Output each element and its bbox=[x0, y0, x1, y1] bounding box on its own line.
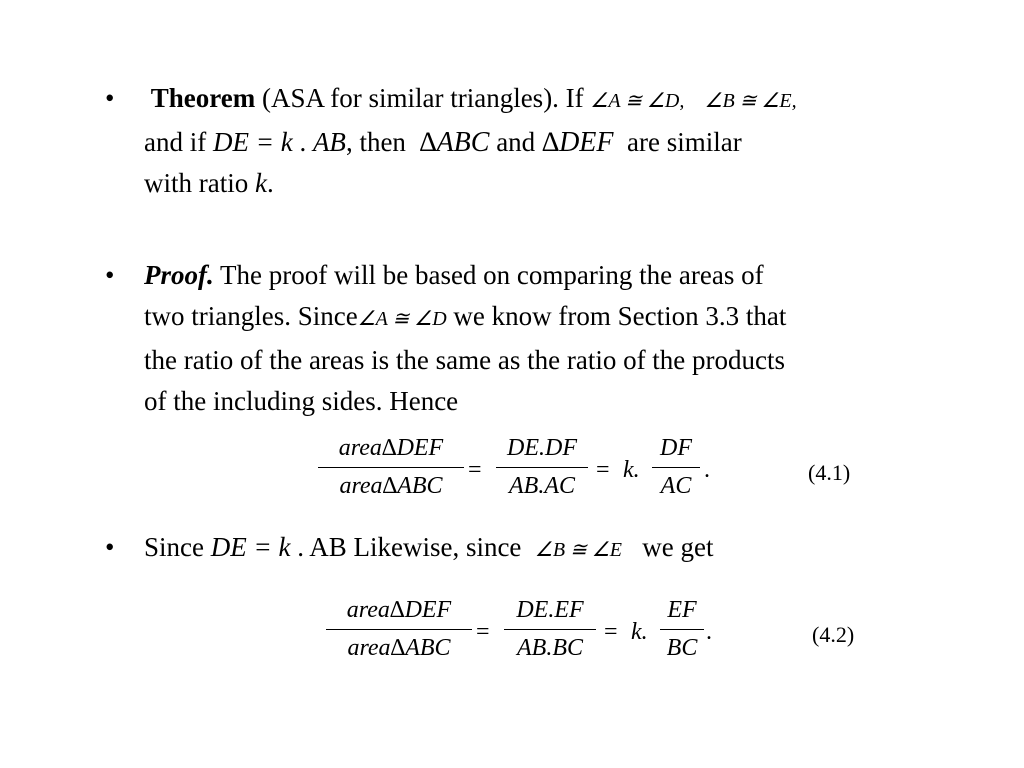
theorem-text-3-end: . bbox=[266, 168, 274, 198]
triangle-abc: ∆ABC bbox=[419, 127, 490, 158]
eq2-area-abc: area∆ABC bbox=[347, 635, 451, 661]
eq1-ac: AC bbox=[660, 473, 692, 499]
eq2-fraction-ratio bbox=[660, 597, 704, 662]
angle-condition-2: ∠B ≅ ∠E, bbox=[704, 90, 797, 112]
eq1-ab-ac: AB.AC bbox=[509, 473, 575, 499]
proof-text-2b: we know from Section 3.3 that bbox=[446, 301, 787, 331]
since-line bbox=[144, 527, 974, 571]
theorem-text-3: with ratio bbox=[144, 168, 255, 198]
eq2-equals-2: = bbox=[604, 619, 618, 645]
eq2-fraction-area bbox=[326, 597, 472, 662]
bullet-since: • bbox=[105, 532, 115, 562]
eq1-fraction-area bbox=[318, 435, 464, 500]
eq2-ab-bc: AB.BC bbox=[517, 635, 583, 661]
eq1-area-abc: area∆ABC bbox=[339, 473, 443, 499]
eq2-fraction-bar-2 bbox=[504, 629, 596, 630]
theorem-text-1: (ASA for similar triangles). If bbox=[255, 83, 591, 113]
angle-condition-1: ∠A ≅ ∠D, bbox=[590, 90, 685, 112]
theorem-text-2c: , then bbox=[345, 127, 413, 157]
proof-text-2a: two triangles. Since bbox=[144, 301, 358, 331]
eq1-df: DF bbox=[660, 435, 692, 461]
since-de-eq-k: DE = k bbox=[210, 532, 291, 562]
eq2-fraction-bar-1 bbox=[326, 629, 472, 630]
eq2-equals-1: = bbox=[476, 619, 490, 645]
proof-text-1: The proof will be based on comparing the areas of bbox=[213, 260, 764, 290]
eq1-number: (4.1) bbox=[808, 460, 851, 485]
since-text-a: Since bbox=[144, 532, 211, 562]
eq2-fraction-bar-3 bbox=[660, 629, 704, 630]
theorem-and: and bbox=[489, 127, 542, 157]
theorem-text-2-end: are similar bbox=[620, 127, 742, 157]
theorem-text-2a: and if bbox=[144, 127, 213, 157]
since-text-c: we get bbox=[635, 532, 714, 562]
theorem-de-eq-k: DE = k bbox=[212, 127, 293, 157]
theorem-line-2 bbox=[144, 122, 974, 163]
proof-line-4: of the including sides. Hence bbox=[144, 386, 459, 416]
eq1-equals-2: = bbox=[596, 457, 610, 483]
eq1-fraction-bar-3 bbox=[652, 467, 700, 468]
since-text-b: . AB Likewise, since bbox=[290, 532, 529, 562]
eq2-number: (4.2) bbox=[812, 622, 855, 647]
eq2-k: k. bbox=[631, 619, 648, 645]
equation-4-1 bbox=[318, 435, 878, 515]
eq1-k: k. bbox=[623, 457, 640, 483]
eq1-fraction-bar-2 bbox=[496, 467, 588, 468]
eq1-end-dot: . bbox=[704, 457, 710, 483]
theorem-ab: AB bbox=[312, 127, 346, 157]
eq1-fraction-bar-1 bbox=[318, 467, 464, 468]
triangle-def: ∆DEF bbox=[541, 127, 614, 158]
eq2-ef: EF bbox=[667, 597, 697, 623]
eq1-fraction-ratio bbox=[652, 435, 700, 500]
bullet-theorem: • bbox=[105, 83, 115, 113]
theorem-line-1 bbox=[144, 78, 974, 122]
theorem-k: k bbox=[254, 168, 267, 198]
proof-line-3: the ratio of the areas is the same as the ratio of the products bbox=[144, 345, 786, 375]
theorem-label: Theorem bbox=[150, 83, 256, 113]
eq2-end-dot: . bbox=[706, 619, 712, 645]
theorem-text-2b: . bbox=[292, 127, 313, 157]
proof-label: Proof. bbox=[144, 260, 214, 290]
theorem-paragraph bbox=[144, 78, 974, 204]
eq2-fraction-sides bbox=[504, 597, 596, 662]
eq1-equals-1: = bbox=[468, 457, 482, 483]
proof-angle-a-d: ∠A ≅ ∠D bbox=[357, 308, 447, 330]
since-paragraph bbox=[144, 527, 974, 571]
proof-line-2 bbox=[144, 296, 974, 340]
proof-line-1 bbox=[144, 255, 974, 296]
since-angle-b-e: ∠B ≅ ∠E bbox=[534, 539, 622, 561]
theorem-line-3 bbox=[144, 163, 974, 204]
eq2-de-ef: DE.EF bbox=[516, 597, 584, 623]
eq2-bc: BC bbox=[666, 635, 698, 661]
eq1-area-def: area∆DEF bbox=[338, 435, 444, 461]
bullet-proof: • bbox=[105, 260, 115, 290]
eq2-area-def: area∆DEF bbox=[346, 597, 452, 623]
eq1-fraction-sides bbox=[496, 435, 588, 500]
proof-paragraph bbox=[144, 255, 974, 422]
eq1-de-df: DE.DF bbox=[507, 435, 577, 461]
equation-4-2 bbox=[326, 597, 886, 677]
